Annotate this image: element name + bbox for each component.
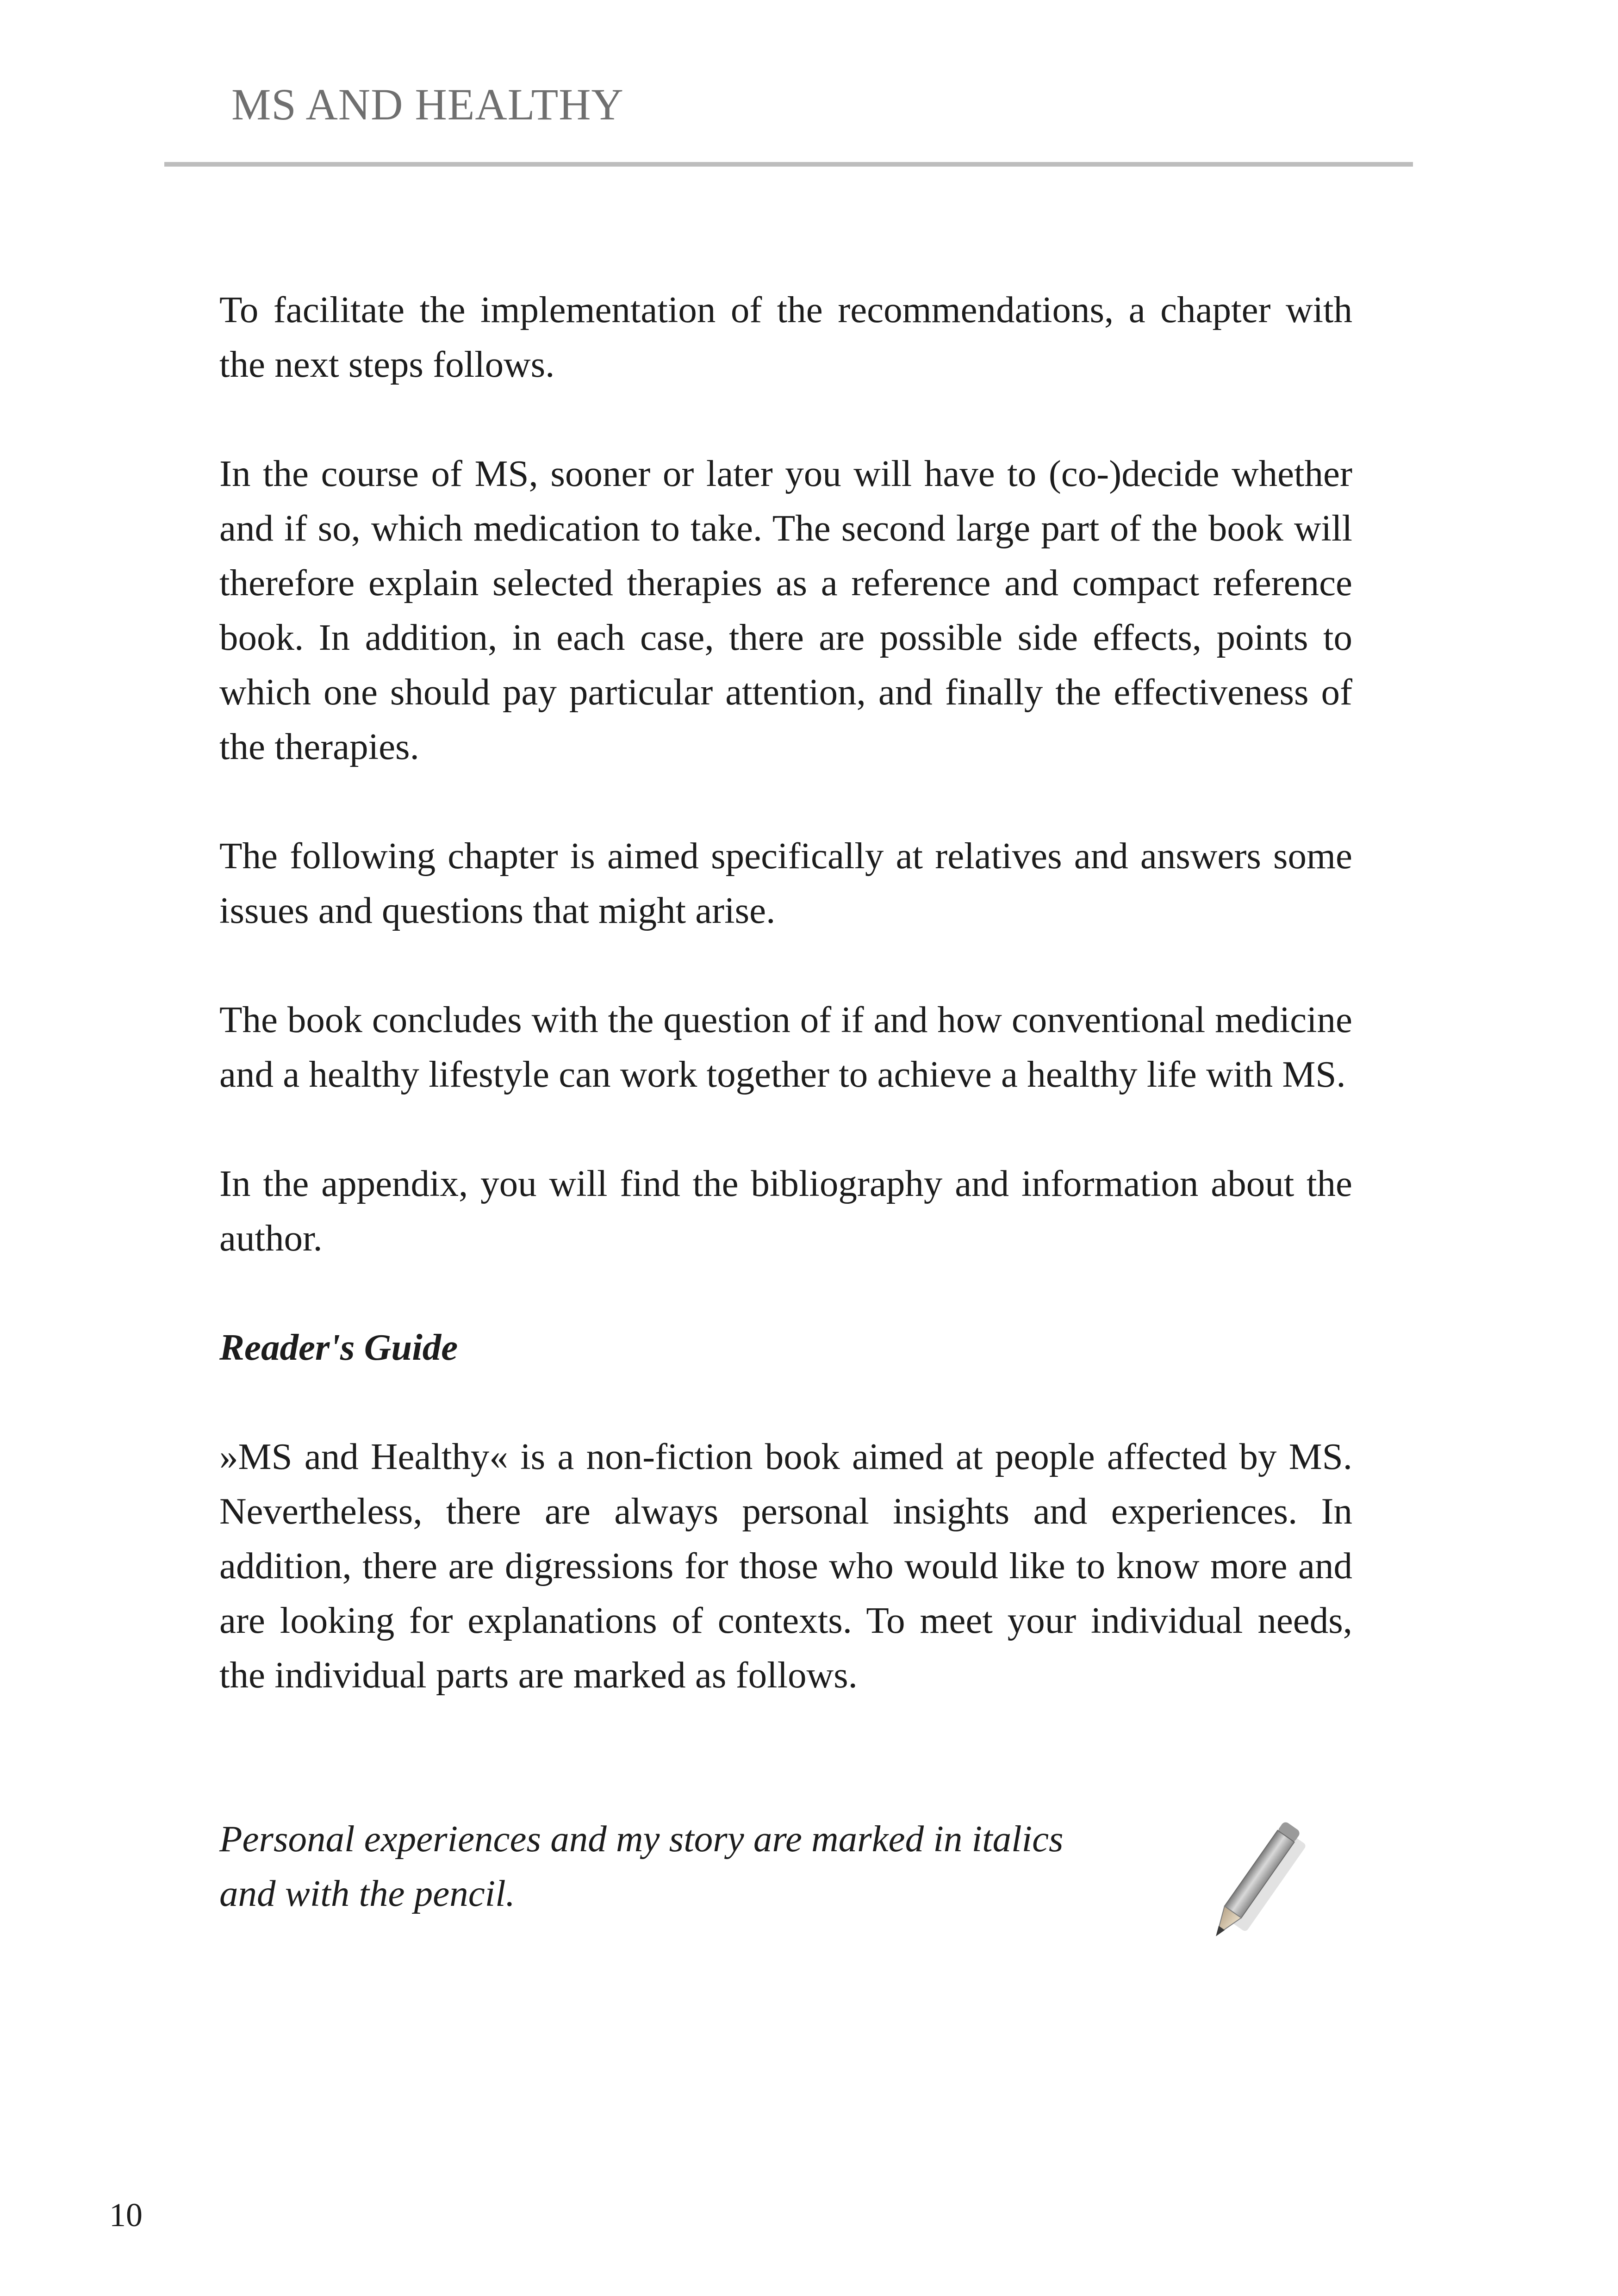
section-heading-readers-guide: Reader's Guide: [219, 1326, 458, 1368]
personal-note-line-1: Personal experiences and my story are marked in italics: [219, 1818, 1064, 1860]
personal-note-block: [219, 1811, 1352, 1987]
personal-note-text: [219, 1811, 1191, 1921]
paragraph-appendix: In the appendix, you will find the bibliography and information about the author.: [219, 1163, 1352, 1259]
paragraph-medication: In the course of MS, sooner or later you will have to (co-)decide whether and if so, which medication to take. The second large part of the book will therefore explain selected therapies as a reference and compact reference book. In addition, in each case, there are possible side effects, points to which one should pay particular attention, and finally the effectiveness of the therapies.: [219, 453, 1352, 767]
paragraph-conclusion: The book concludes with the question of if and how conventional medicine and a healthy lifestyle can work together to achieve a healthy life with MS.: [219, 999, 1352, 1095]
pencil-icon: [1173, 1807, 1330, 1964]
paragraph-next-steps: To facilitate the implementation of the recommendations, a chapter with the next steps follows.: [219, 289, 1352, 385]
personal-note-line-2: and with the pencil.: [219, 1873, 515, 1914]
body-text: [219, 282, 1352, 1987]
paragraph-readers-guide: »MS and Healthy« is a non-fiction book aimed at people affected by MS. Nevertheless, there are always personal insights and experiences. In addition, there are digressions for those who would like to know more and are looking for explanations of contexts. To meet your individual needs, the individual parts are marked as follows.: [219, 1436, 1352, 1696]
header-divider: [164, 162, 1413, 167]
page-number: 10: [109, 2196, 143, 2234]
paragraph-relatives: The following chapter is aimed specifically at relatives and answers some issues and questions that might arise.: [219, 835, 1352, 931]
running-header: MS AND HEALTHY: [231, 80, 624, 129]
